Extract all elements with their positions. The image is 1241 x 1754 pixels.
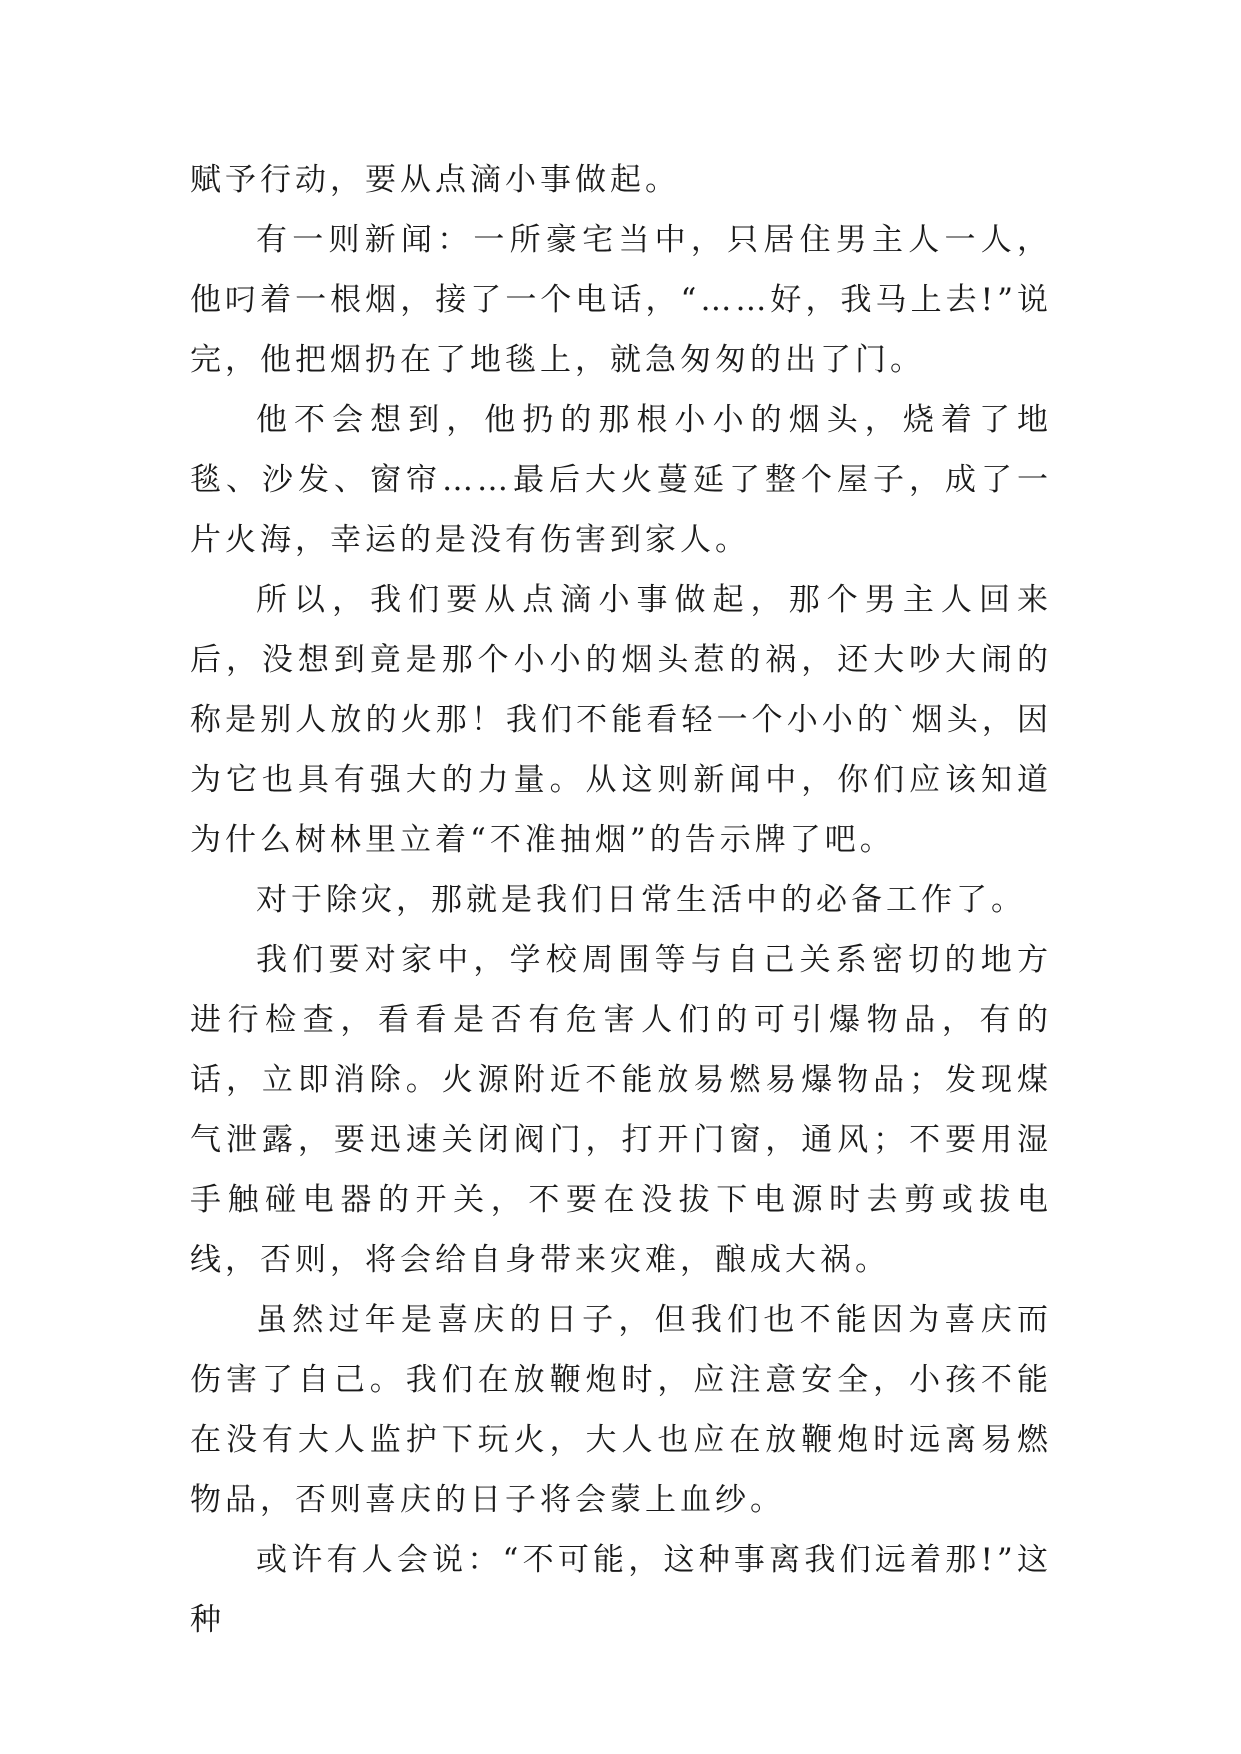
paragraph-1: 赋予行动，要从点滴小事做起。 [190,162,680,198]
paragraph-6: 我们要对家中，学校周围等与自己关系密切的地方进行检查，看看是否有危害人们的可引爆物品，有的话，立即消除。火源附近不能放易燃易爆物品；发现煤气泄露，要迅速关闭阀门，打开门窗，通风；不要用湿手触碰电器的开关，不要在没拔下电源时去剪或拔电线，否则，将会给自身带来灾难，酿成大祸。 [190,942,1052,1278]
paragraph-3: 他不会想到，他扔的那根小小的烟头，烧着了地毯、沙发、窗帘……最后大火蔓延了整个屋子，成了一片火海，幸运的是没有伤害到家人。 [190,402,1052,558]
paragraph-8: 或许有人会说：“不可能，这种事离我们远着那!”这种 [190,1542,1052,1638]
document-body [190,150,1052,1650]
paragraph-5: 对于除灾，那就是我们日常生活中的必备工作了。 [256,882,1026,918]
paragraph-2: 有一则新闻：一所豪宅当中，只居住男主人一人，他叼着一根烟，接了一个电话，“……好，我马上去!”说完，他把烟扔在了地毯上，就急匆匆的出了门。 [190,222,1052,378]
paragraph-4: 所以，我们要从点滴小事做起，那个男主人回来后，没想到竟是那个小小的烟头惹的祸，还大吵大闹的称是别人放的火那！我们不能看轻一个小小的`烟头，因为它也具有强大的力量。从这则新闻中，你们应该知道为什么树林里立着“不准抽烟”的告示牌了吧。 [190,582,1052,858]
paragraph-7: 虽然过年是喜庆的日子，但我们也不能因为喜庆而伤害了自己。我们在放鞭炮时，应注意安全，小孩不能在没有大人监护下玩火，大人也应在放鞭炮时远离易燃物品，否则喜庆的日子将会蒙上血纱。 [190,1302,1052,1518]
